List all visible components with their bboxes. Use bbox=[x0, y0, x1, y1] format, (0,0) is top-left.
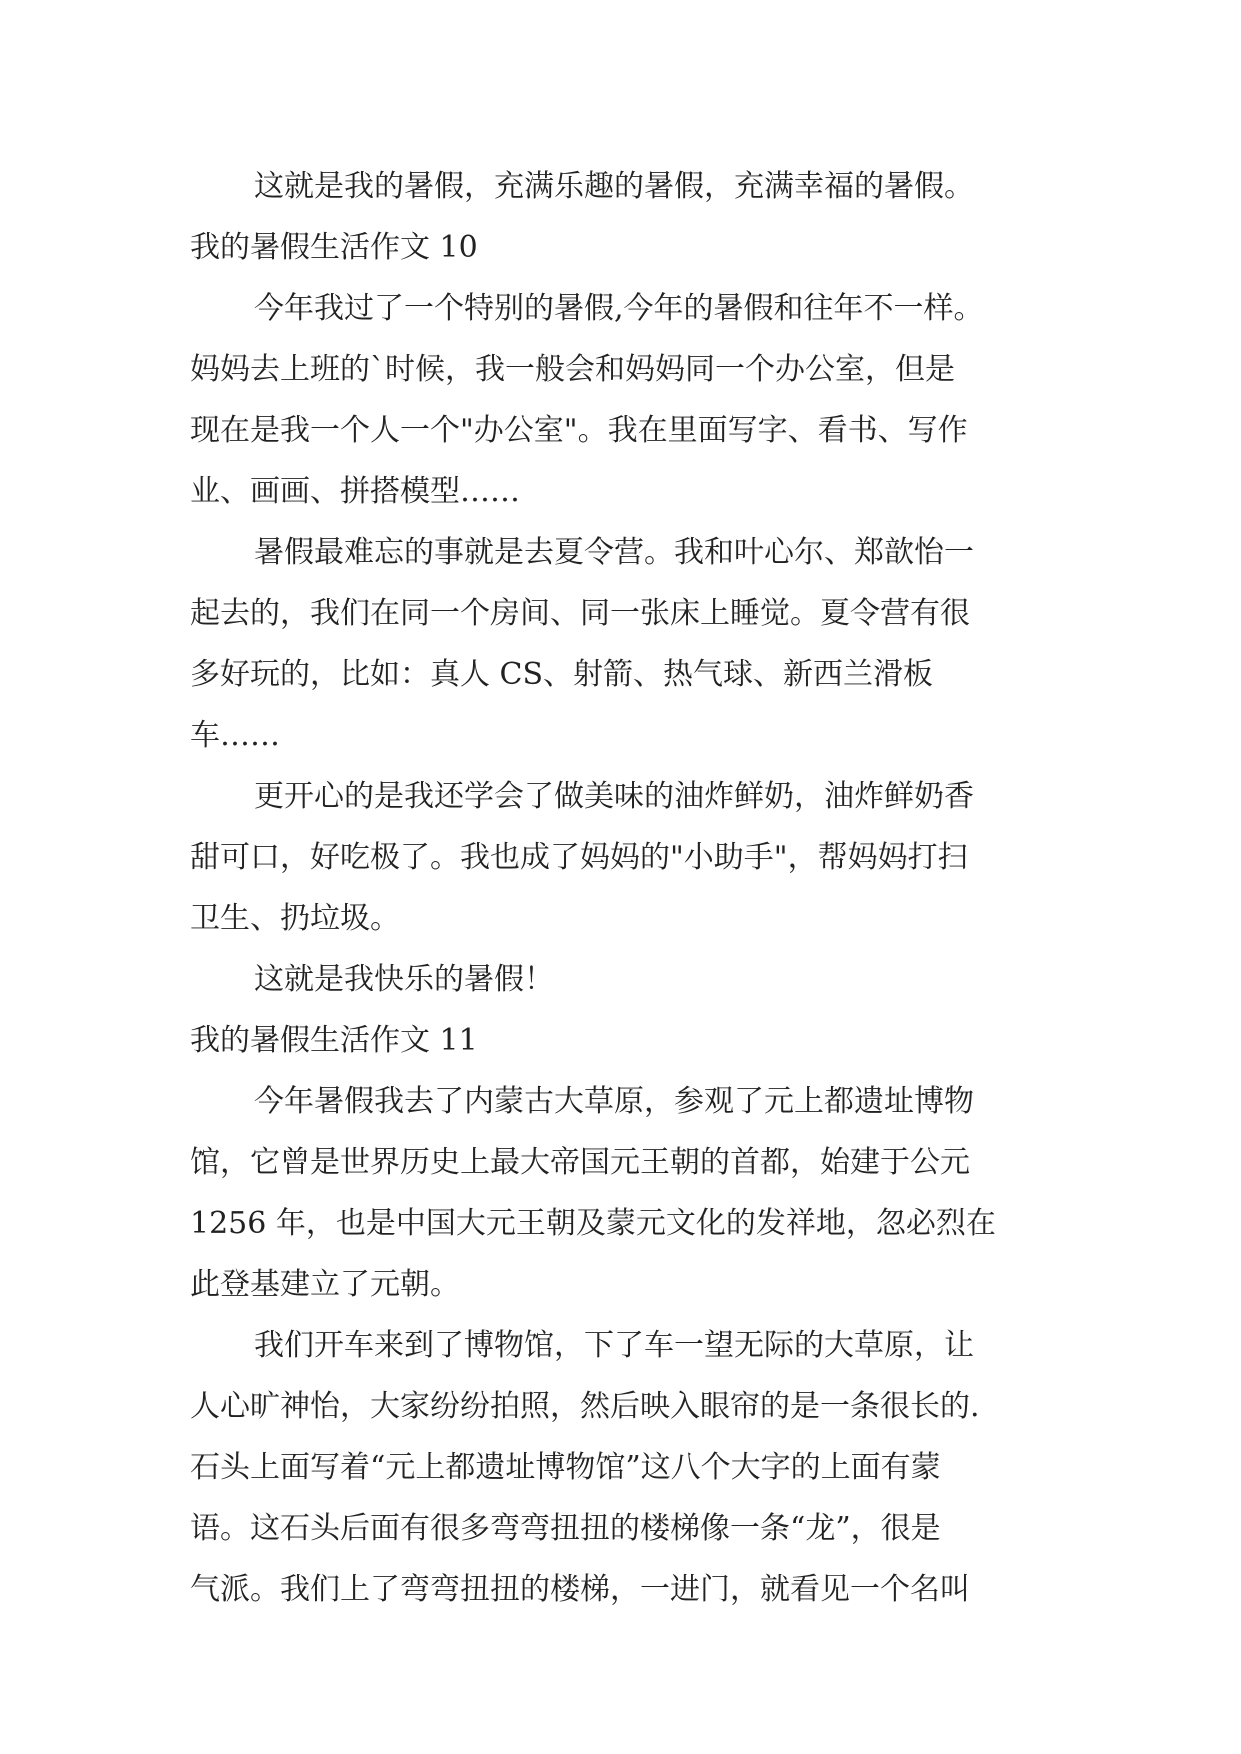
essay-heading: 我的暑假生活作文 11 bbox=[190, 1023, 478, 1058]
paragraph-line: 现在是我一个人一个"办公室"。我在里面写字、看书、写作 bbox=[190, 413, 968, 448]
paragraph-line: 这就是我的暑假，充满乐趣的暑假，充满幸福的暑假。 bbox=[254, 169, 974, 204]
paragraph-line: 1256 年，也是中国大元王朝及蒙元文化的发祥地，忽必烈在 bbox=[190, 1206, 996, 1241]
paragraph-line: 石头上面写着“元上都遗址博物馆”这八个大字的上面有蒙 bbox=[190, 1450, 941, 1485]
paragraph-line: 车…… bbox=[190, 718, 280, 753]
paragraph-line: 今年暑假我去了内蒙古大草原，参观了元上都遗址博物 bbox=[254, 1084, 974, 1119]
paragraph-line: 暑假最难忘的事就是去夏令营。我和叶心尔、郑歆怡一 bbox=[254, 535, 974, 570]
essay-heading: 我的暑假生活作文 10 bbox=[190, 230, 478, 265]
paragraph-line: 妈妈去上班的`时候，我一般会和妈妈同一个办公室，但是 bbox=[190, 352, 955, 387]
paragraph-line: 多好玩的，比如：真人 CS、射箭、热气球、新西兰滑板 bbox=[190, 657, 934, 692]
paragraph-line: 馆，它曾是世界历史上最大帝国元王朝的首都，始建于公元 bbox=[190, 1145, 970, 1180]
paragraph-line: 卫生、扔垃圾。 bbox=[190, 901, 400, 936]
essay-text bbox=[190, 156, 1110, 1620]
paragraph-line: 今年我过了一个特别的暑假,今年的暑假和往年不一样。 bbox=[254, 291, 984, 326]
paragraph-line: 起去的，我们在同一个房间、同一张床上睡觉。夏令营有很 bbox=[190, 596, 970, 631]
paragraph-line: 人心旷神怡，大家纷纷拍照，然后映入眼帘的是一条很长的. bbox=[190, 1389, 980, 1424]
paragraph-line: 业、画画、拼搭模型…… bbox=[190, 474, 520, 509]
paragraph-line: 甜可口，好吃极了。我也成了妈妈的"小助手"，帮妈妈打扫 bbox=[190, 840, 968, 875]
paragraph-line: 这就是我快乐的暑假！ bbox=[254, 962, 554, 997]
paragraph-line: 气派。我们上了弯弯扭扭的楼梯，一进门，就看见一个名叫 bbox=[190, 1572, 970, 1607]
paragraph-line: 语。这石头后面有很多弯弯扭扭的楼梯像一条“龙”，很是 bbox=[190, 1511, 941, 1546]
paragraph-line: 我们开车来到了博物馆，下了车一望无际的大草原，让 bbox=[254, 1328, 974, 1363]
paragraph-line: 更开心的是我还学会了做美味的油炸鲜奶，油炸鲜奶香 bbox=[254, 779, 974, 814]
paragraph-line: 此登基建立了元朝。 bbox=[190, 1267, 460, 1302]
